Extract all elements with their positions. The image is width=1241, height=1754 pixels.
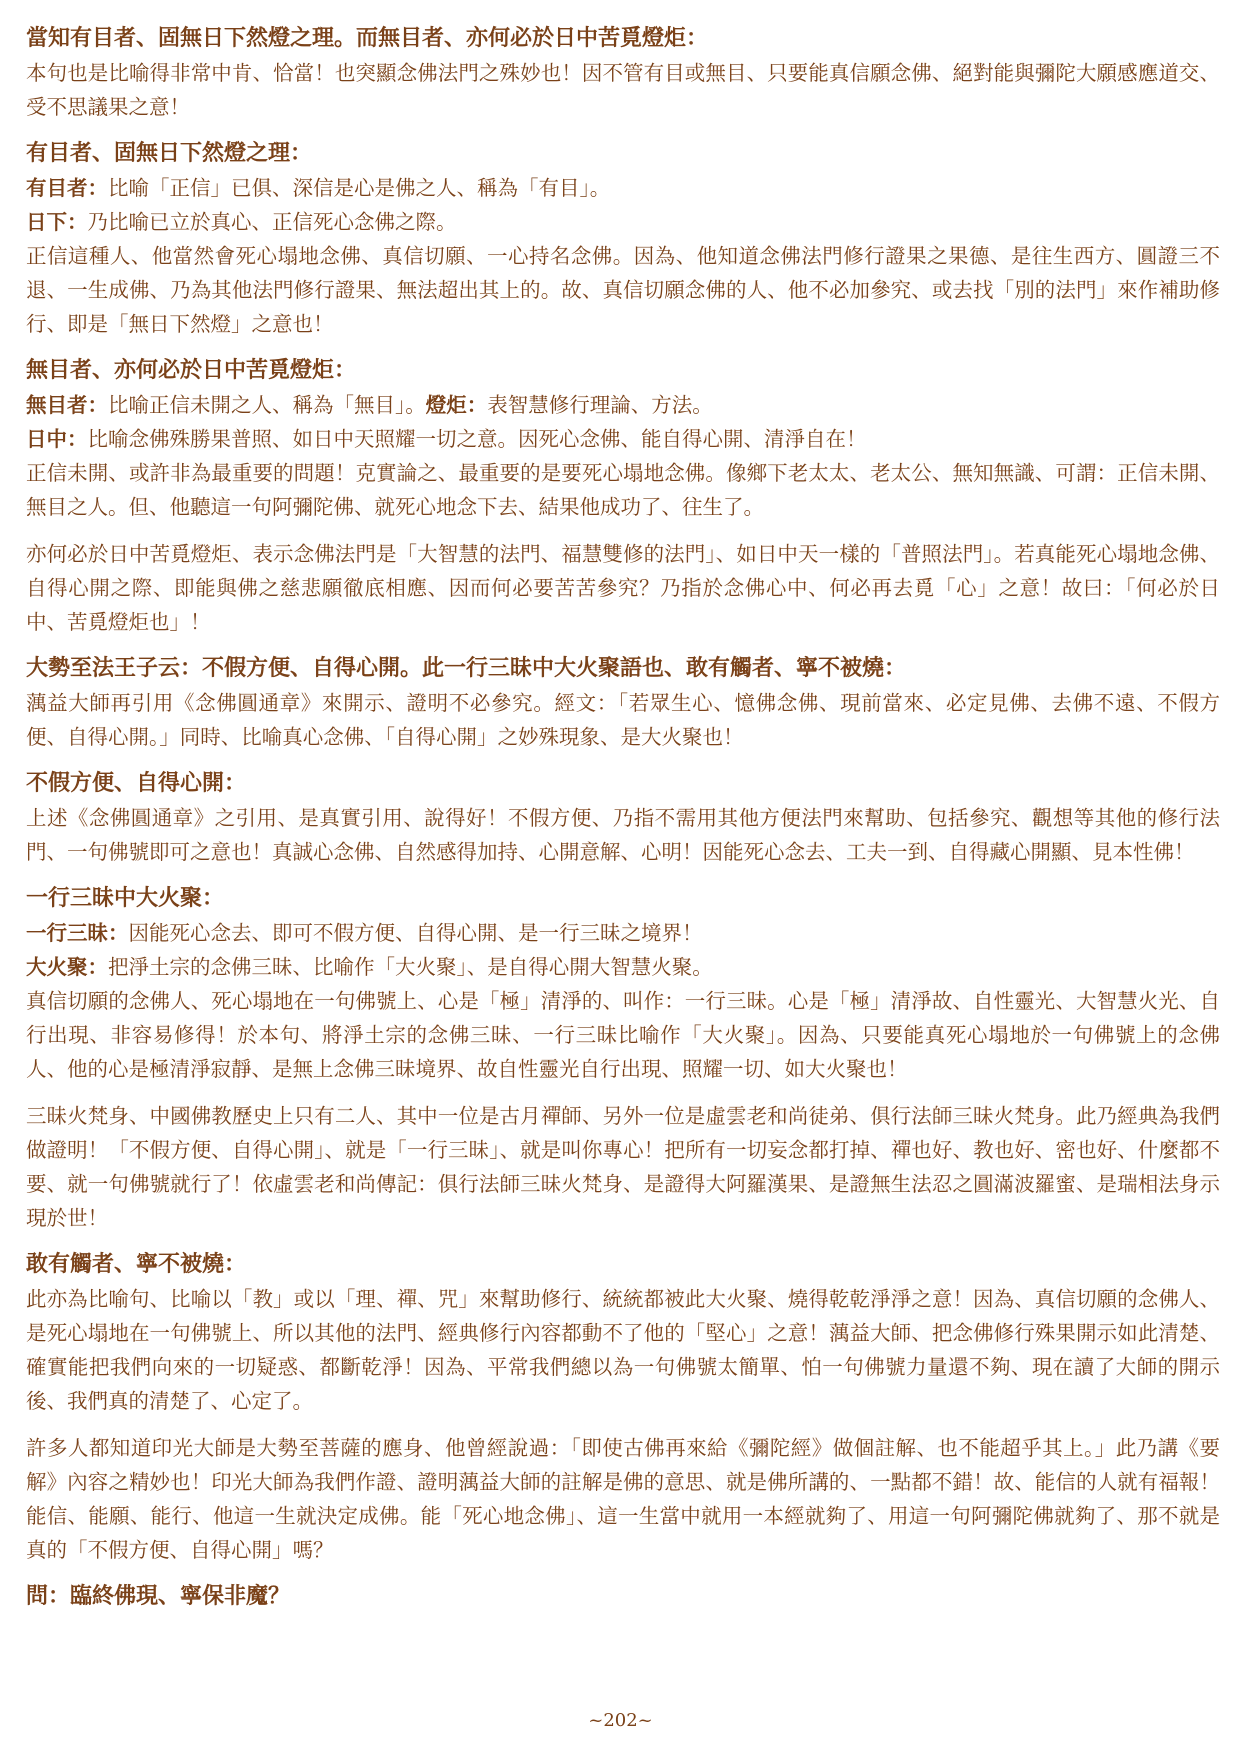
definition: 把淨土宗的念佛三昧、比喻作「大火聚」、是自得心開大智慧火聚。: [108, 955, 713, 979]
section-6: [26, 882, 1220, 1235]
term: 日下：: [26, 210, 88, 234]
definition-line: [26, 950, 1220, 984]
paragraph: 三昧火梵身、中國佛教歷史上只有二人、其中一位是古月禪師、另外一位是虛雲老和尚徒弟、俱行法師三昧火梵身。此乃經典為我們做證明！「不假方便、自得心開」、就是「一行三昧」、就是叫你專心！把所有一切妄念都打掉、禪也好、教也好、密也好、什麼都不要、就一句佛號就行了！依虛雲老和尚傳記：俱行法師三昧火梵身、是證得大阿羅漢果、是證無生法忍之圓滿波羅蜜、是瑞相法身示現於世！: [26, 1104, 1220, 1230]
definition: 比喻「正信」已俱、深信是心是佛之人、稱為「有目」。: [108, 176, 611, 200]
section-heading: 敢有觸者、寧不被燒：: [26, 1252, 247, 1277]
section-3: [26, 354, 1220, 639]
definition: 比喻正信未開之人、稱為「無目」。: [108, 393, 426, 417]
page-number: ~202~: [588, 1710, 653, 1731]
document-page: [26, 22, 1220, 1627]
section-8: [26, 1580, 1220, 1614]
paragraph: 蕅益大師再引用《念佛圓通章》來開示、證明不必參究。經文：「若眾生心、憶佛念佛、現前當來、必定見佛、去佛不遠、不假方便、自得心開。」同時、比喻真心念佛、「自得心開」之妙殊現象、是大火聚也！: [26, 691, 1220, 749]
definition-line: [26, 422, 1220, 456]
definition-line: [26, 916, 1220, 950]
paragraph: 許多人都知道印光大師是大勢至菩薩的應身、他曾經說過：「即使古佛再來給《彌陀經》做個註解、也不能超乎其上。」此乃講《要解》內容之精妙也！印光大師為我們作證、證明蕅益大師的註解是佛的意思、就是佛所講的、一點都不錯！故、能信的人就有福報！能信、能願、能行、他這一生就決定成佛。能「死心地念佛」、這一生當中就用一本經就夠了、用這一句阿彌陀佛就夠了、那不就是真的「不假方便、自得心開」嗎？: [26, 1436, 1220, 1562]
section-heading: 無目者、亦何必於日中苦覓燈炬：: [26, 358, 357, 383]
term: 燈炬：: [425, 393, 488, 417]
paragraph: 亦何必於日中苦覓燈炬、表示念佛法門是「大智慧的法門、福慧雙修的法門」、如日中天一樣的「普照法門」。若真能死心塌地念佛、自得心開之際、即能與佛之慈悲願徹底相應、因而何必要苦苦參究？乃指於念佛心中、何必再去覓「心」之意！故曰：「何必於日中、苦覓燈炬也」！: [26, 542, 1220, 634]
definition-line: [26, 171, 1220, 205]
term: 日中：: [26, 427, 88, 451]
paragraph: 真信切願的念佛人、死心塌地在一句佛號上、心是「極」清淨的、叫作：一行三昧。心是「極」清淨故、自性靈光、大智慧火光、自行出現、非容易修得！於本句、將淨土宗的念佛三昧、一行三昧比喻作「大火聚」。因為、只要能真死心塌地於一句佛號上的念佛人、他的心是極清淨寂靜、是無上念佛三昧境界、故自性靈光自行出現、照耀一切、如大火聚也！: [26, 989, 1220, 1081]
section-7: [26, 1248, 1220, 1567]
section-heading: 不假方便、自得心開：: [26, 771, 247, 796]
definition: 乃比喻已立於真心、正信死心念佛之際。: [87, 210, 457, 234]
definition: 因能死心念去、即可不假方便、自得心開、是一行三昧之境界！: [128, 921, 703, 945]
term: 無目者：: [26, 393, 108, 417]
definition: 表智慧修行理論、方法。: [487, 393, 713, 417]
paragraph: 正信未開、或許非為最重要的問題！克實論之、最重要的是要死心塌地念佛。像鄉下老太太、老太公、無知無識、可謂：正信未開、無目之人。但、他聽這一句阿彌陀佛、就死心地念下去、結果他成功了、往生了。: [26, 461, 1220, 519]
definition-line: [26, 205, 1220, 239]
paragraph: 上述《念佛圓通章》之引用、是真實引用、說得好！不假方便、乃指不需用其他方便法門來幫助、包括參究、觀想等其他的修行法門、一句佛號即可之意也！真誠心念佛、自然感得加持、心開意解、心明！因能死心念去、工夫一到、自得藏心開顯、見本性佛！: [26, 806, 1220, 864]
term: 有目者：: [26, 176, 108, 200]
term: 一行三昧：: [26, 921, 129, 945]
section-4: [26, 652, 1220, 754]
section-heading: 一行三昧中大火聚：: [26, 886, 225, 911]
paragraph: 此亦為比喻句、比喻以「教」或以「理、禪、咒」來幫助修行、統統都被此大火聚、燒得乾乾淨淨之意！因為、真信切願的念佛人、是死心塌地在一句佛號上、所以其他的法門、經典修行內容都動不了他的「堅心」之意！蕅益大師、把念佛修行殊果開示如此清楚、確實能把我們向來的一切疑惑、都斷乾淨！因為、平常我們總以為一句佛號太簡單、怕一句佛號力量還不夠、現在讀了大師的開示後、我們真的清楚了、心定了。: [26, 1287, 1220, 1413]
definition: 比喻念佛殊勝果普照、如日中天照耀一切之意。因死心念佛、能自得心開、清淨自在！: [87, 427, 867, 451]
section-5: [26, 767, 1220, 869]
section-heading: 有目者、固無日下然燈之理：: [26, 141, 313, 166]
section-heading: 大勢至法王子云：不假方便、自得心開。此一行三昧中大火聚語也、敢有觸者、寧不被燒：: [26, 656, 907, 681]
section-2: [26, 137, 1220, 341]
definition-line: [26, 388, 1220, 422]
paragraph: 本句也是比喻得非常中肯、恰當！也突顯念佛法門之殊妙也！因不管有目或無目、只要能真信願念佛、絕對能與彌陀大願感應道交、受不思議果之意！: [26, 61, 1220, 119]
section-heading: 當知有目者、固無日下然燈之理。而無目者、亦何必於日中苦覓燈炬：: [26, 26, 709, 51]
section-1: [26, 22, 1220, 124]
paragraph: 正信這種人、他當然會死心塌地念佛、真信切願、一心持名念佛。因為、他知道念佛法門修行證果之果德、是往生西方、圓證三不退、一生成佛、乃為其他法門修行證果、無法超出其上的。故、真信切願念佛的人、他不必加參究、或去找「別的法門」來作補助修行、即是「無日下然燈」之意也！: [26, 244, 1220, 336]
section-heading: 問：臨終佛現、寧保非魔？: [26, 1584, 291, 1609]
term: 大火聚：: [26, 955, 108, 979]
